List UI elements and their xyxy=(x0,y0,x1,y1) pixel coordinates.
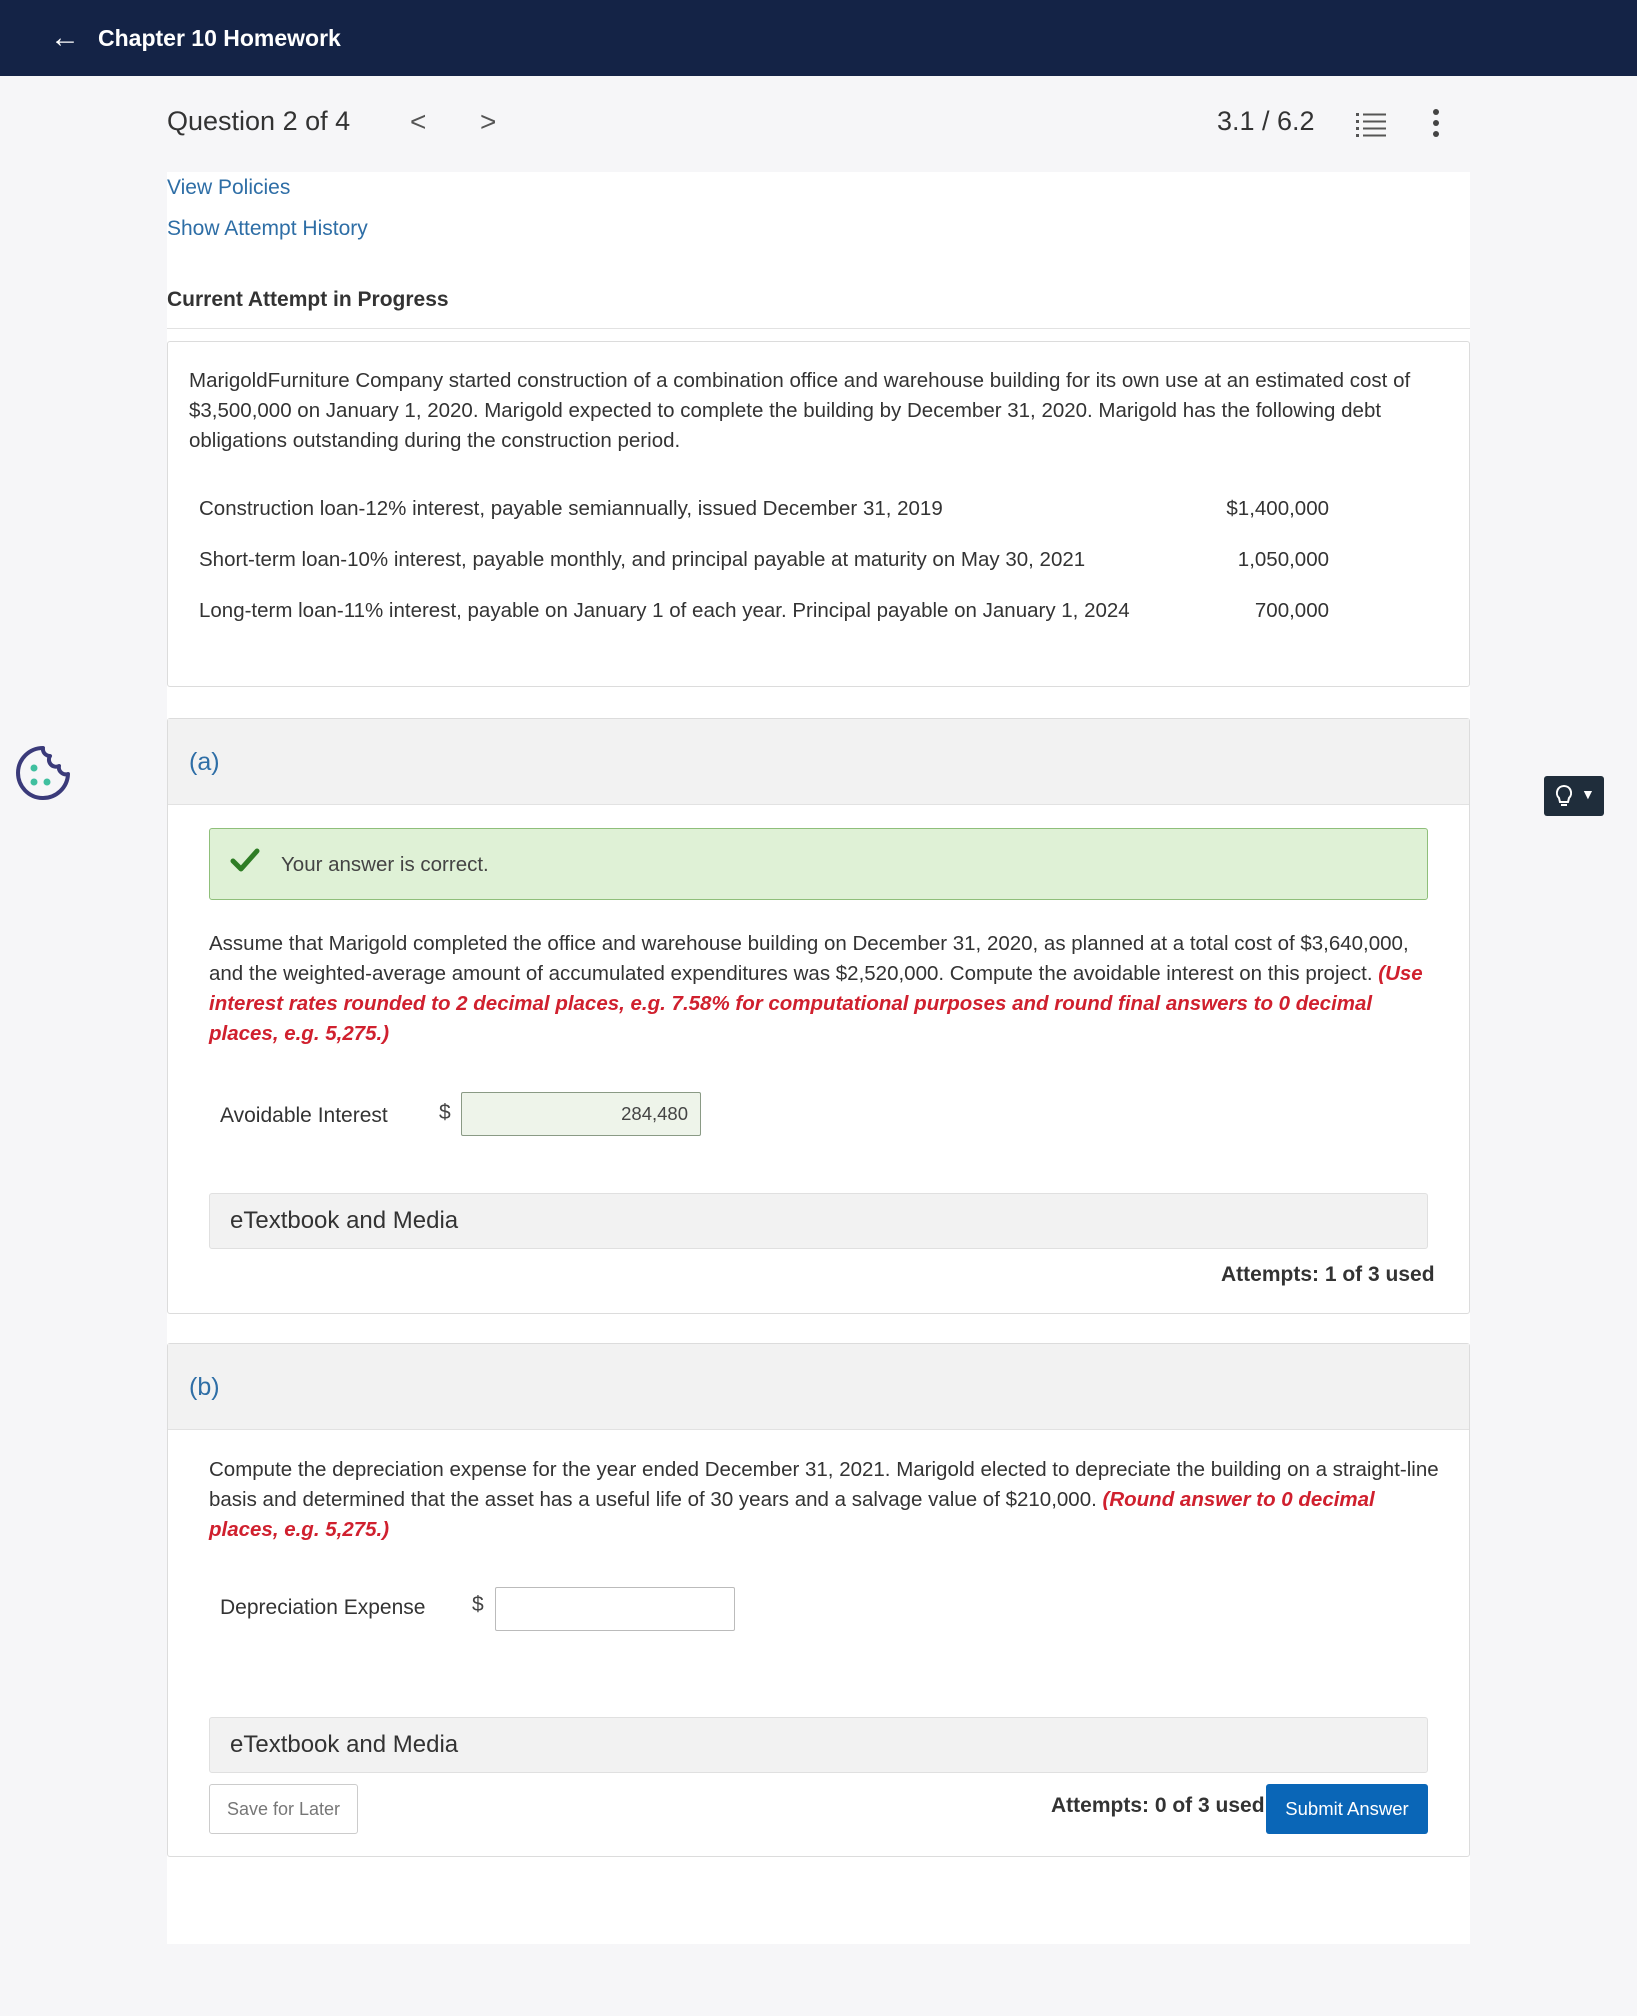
part-b-question xyxy=(209,1455,1439,1545)
attempts-counter: Attempts: 0 of 3 used xyxy=(1051,1794,1265,1817)
cookie-icon[interactable] xyxy=(14,744,72,802)
part-a-question-text: Assume that Marigold completed the office and warehouse building on December 31, 2020, as planned at a total cost of $3,640,000, and the weighted-average amount of accumulated expenditures was $2,520,000. Compute the avoidable interest on this project. xyxy=(209,932,1409,985)
chevron-down-icon: ▼ xyxy=(1581,786,1595,802)
next-question-button[interactable]: > xyxy=(480,106,497,137)
debt-label: Construction loan-12% interest, payable semiannually, issued December 31, 2019 xyxy=(199,497,943,520)
correct-feedback xyxy=(209,828,1428,900)
debt-amount: $1,400,000 xyxy=(1226,497,1329,520)
list-icon[interactable] xyxy=(1356,112,1386,138)
feedback-message: Your answer is correct. xyxy=(281,853,489,876)
part-b-header xyxy=(168,1344,1469,1430)
save-for-later-button[interactable]: Save for Later xyxy=(209,1784,358,1834)
depreciation-expense-label: Depreciation Expense xyxy=(220,1596,426,1619)
top-header xyxy=(0,0,1637,76)
submit-answer-button[interactable]: Submit Answer xyxy=(1266,1784,1428,1834)
hint-widget[interactable] xyxy=(1544,776,1604,816)
debt-label: Long-term loan-11% interest, payable on January 1 of each year. Principal payable on January 1, 2024 xyxy=(199,599,1130,622)
currency-symbol: $ xyxy=(472,1593,484,1616)
depreciation-expense-input[interactable] xyxy=(495,1587,735,1631)
part-a-instruction: (Use interest rates rounded to 2 decimal places, e.g. 7.58% for computational purposes and round final answers to 0 decimal places, e.g. 5,275.) xyxy=(209,962,1423,1045)
question-counter: Question 2 of 4 xyxy=(167,106,351,136)
assignment-title: Chapter 10 Homework xyxy=(98,24,341,51)
part-b-instruction: (Round answer to 0 decimal places, e.g. 5,275.) xyxy=(209,1488,1375,1541)
score-display: 3.1 / 6.2 xyxy=(1217,106,1315,136)
part-b-question-text: Compute the depreciation expense for the year ended December 31, 2021. Marigold elected to depreciate the building on a straight-line basis and determined that the asset has a useful life of 30 years and a salvage value of $210,000. xyxy=(209,1458,1439,1511)
attempt-heading: Current Attempt in Progress xyxy=(167,288,449,311)
part-b-label: (b) xyxy=(189,1373,220,1401)
part-b-card xyxy=(167,1343,1470,1857)
debt-row xyxy=(199,548,1329,572)
problem-text: MarigoldFurniture Company started construction of a combination office and warehouse building for its own use at an estimated cost of $3,500,000 on January 1, 2020. Marigold expected to complete the building by December 31, 2020. Marigold has the following debt obligations outstanding during the construction period. xyxy=(189,369,1411,452)
show-attempt-history-link[interactable]: Show Attempt History xyxy=(167,217,368,240)
arrow-left-icon[interactable]: ← xyxy=(50,21,80,54)
problem-card xyxy=(167,341,1470,687)
debt-label: Short-term loan-10% interest, payable monthly, and principal payable at maturity on May 30, 2021 xyxy=(199,548,1086,571)
part-a-header xyxy=(168,719,1469,805)
currency-symbol: $ xyxy=(439,1101,451,1124)
etextbook-media-panel[interactable] xyxy=(209,1717,1428,1773)
divider xyxy=(167,328,1470,329)
attempts-counter: Attempts: 1 of 3 used xyxy=(1221,1263,1435,1286)
debt-row xyxy=(199,599,1329,623)
etextbook-media-label: eTextbook and Media xyxy=(230,1207,459,1234)
etextbook-media-panel[interactable] xyxy=(209,1193,1428,1249)
question-nav xyxy=(0,76,1637,172)
previous-question-button[interactable]: < xyxy=(410,106,427,137)
lightbulb-icon xyxy=(1554,784,1574,808)
part-a-card xyxy=(167,718,1470,1314)
debt-row xyxy=(199,497,1329,521)
etextbook-media-label: eTextbook and Media xyxy=(230,1731,459,1758)
part-a-label: (a) xyxy=(189,748,220,776)
debt-amount: 1,050,000 xyxy=(1237,548,1329,571)
avoidable-interest-label: Avoidable Interest xyxy=(220,1104,388,1127)
avoidable-interest-input[interactable] xyxy=(461,1092,701,1136)
kebab-menu-icon[interactable] xyxy=(1428,108,1444,138)
view-policies-link[interactable]: View Policies xyxy=(167,176,291,199)
content-gutter xyxy=(0,172,167,1944)
debt-amount: 700,000 xyxy=(1254,599,1329,622)
checkmark-icon xyxy=(230,845,260,875)
part-a-question xyxy=(209,929,1439,1049)
